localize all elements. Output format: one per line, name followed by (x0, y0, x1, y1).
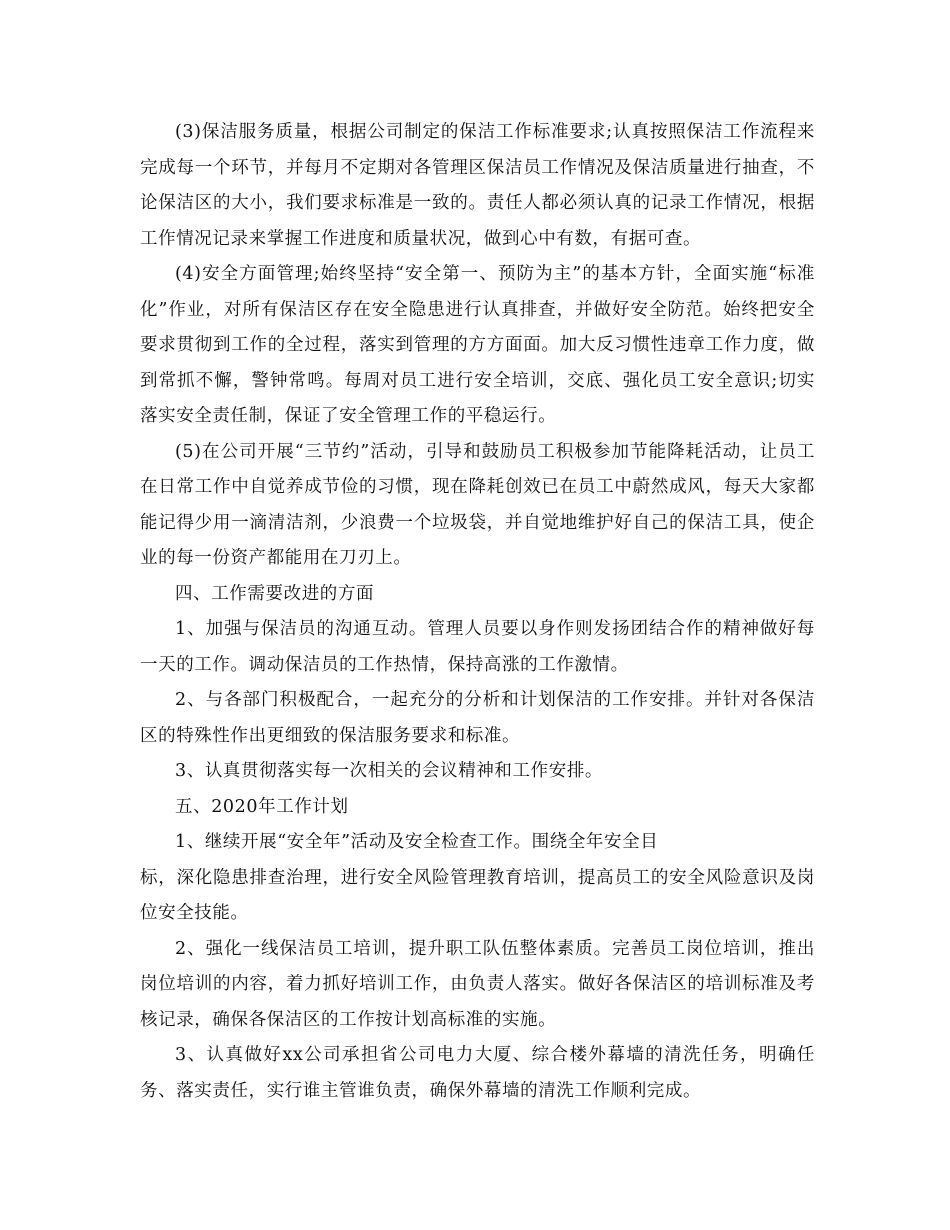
section-heading-improvements: 四、工作需要改进的方面 (175, 583, 375, 604)
paragraph-plan-1-continued: 标，深化隐患排查治理，进行安全风险管理教育培训，提高员工的安全风险意识及岗位安全技能。 (140, 867, 815, 923)
paragraph-improvement-1: 1、加强与保洁员的沟通互动。管理人员要以身作则发扬团结合作的精神做好每一天的工作。调动保洁员的工作热情，保持高涨的工作激情。 (140, 619, 815, 675)
section-heading-work-plan: 五、2020年工作计划 (175, 796, 349, 817)
paragraph-plan-1: 1、继续开展“安全年”活动及安全检查工作。围绕全年安全目 (175, 832, 659, 852)
paragraph-cleaning-quality: (3)保洁服务质量，根据公司制定的保洁工作标准要求;认真按照保洁工作流程来完成每一个环节，并每月不定期对各管理区保洁员工作情况及保洁质量进行抽查，不论保洁区的大小，我们要求标准是一致的。责任人都必须认真的记录工作情况，根据工作情况记录来掌握工作进度和质量状况，做到心中有数，有据可查。 (140, 122, 815, 249)
paragraph-improvement-2: 2、与各部门积极配合，一起充分的分析和计划保洁的工作安排。并针对各保洁区的特殊性作出更细致的保洁服务要求和标准。 (140, 690, 815, 746)
paragraph-safety-management: (4)安全方面管理;始终坚持“安全第一、预防为主”的基本方针，全面实施“标准化”作业，对所有保洁区存在安全隐患进行认真排查，并做好安全防范。始终把安全要求贯彻到工作的全过程，落实到管理的方方面面。加大反习惯性违章工作力度，做到常抓不懈，警钟常鸣。每周对员工进行安全培训，交底、强化员工安全意识;切实落实安全责任制，保证了安全管理工作的平稳运行。 (140, 264, 815, 426)
paragraph-plan-2: 2、强化一线保洁员工培训，提升职工队伍整体素质。完善员工岗位培训，推出岗位培训的内容，着力抓好培训工作，由负责人落实。做好各保洁区的培训标准及考核记录，确保各保洁区的工作按计划高标准的实施。 (140, 938, 815, 1030)
paragraph-improvement-3: 3、认真贯彻落实每一次相关的会议精神和工作安排。 (175, 761, 604, 781)
paragraph-three-savings: (5)在公司开展“三节约”活动，引导和鼓励员工积极参加节能降耗活动，让员工在日常工作中自觉养成节俭的习惯，现在降耗创效已在员工中蔚然成风，每天大家都能记得少用一滴清洁剂，少浪费一个垃圾袋，并自觉地维护好自己的保洁工具，使企业的每一份资产都能用在刀刃上。 (140, 441, 815, 568)
paragraph-plan-3: 3、认真做好xx公司承担省公司电力大厦、综合楼外幕墙的清洗任务，明确任务、落实责任，实行谁主管谁负责，确保外幕墙的清洗工作顺利完成。 (140, 1045, 815, 1101)
